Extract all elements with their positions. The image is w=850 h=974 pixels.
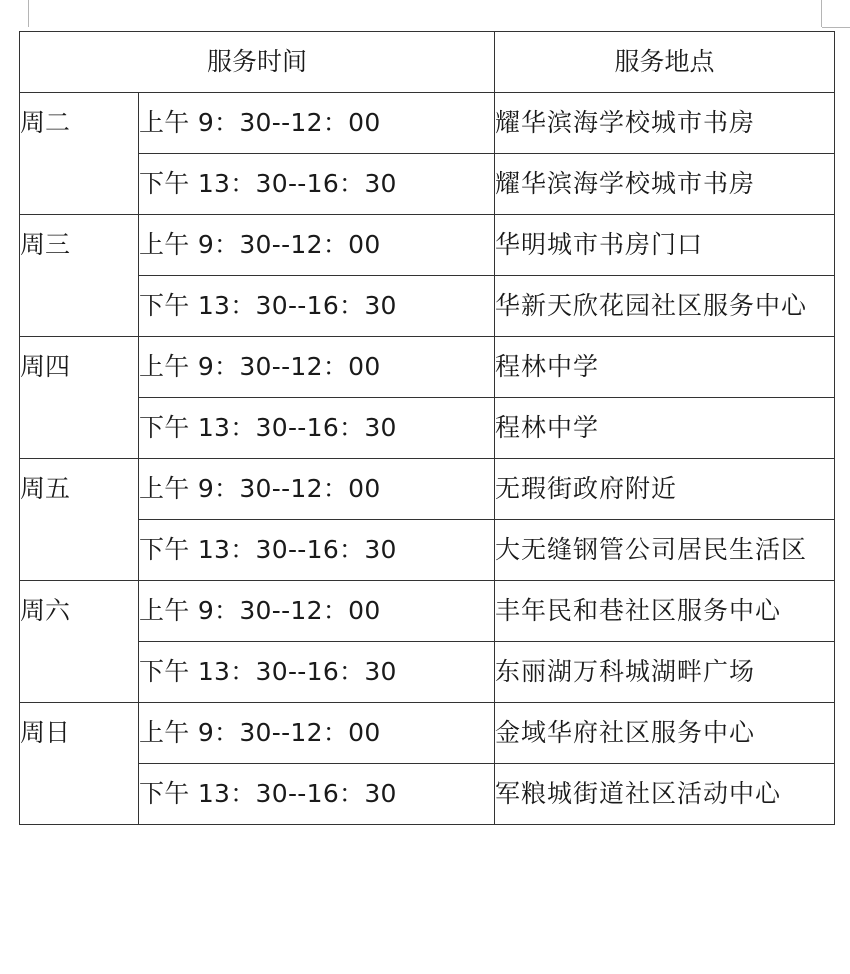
page-corner-mark <box>821 0 822 27</box>
table-row <box>20 93 835 154</box>
header-location: 服务地点 <box>495 32 835 93</box>
location-cell: 东丽湖万科城湖畔广场 <box>495 642 835 703</box>
time-cell: 下午 13：30--16：30 <box>139 642 495 703</box>
location-cell: 大无缝钢管公司居民生活区 <box>495 520 835 581</box>
time-cell: 上午 9：30--12：00 <box>139 703 495 764</box>
table-row <box>20 215 835 276</box>
location-cell: 耀华滨海学校城市书房 <box>495 154 835 215</box>
location-cell: 程林中学 <box>495 398 835 459</box>
page-corner-mark <box>822 27 850 28</box>
day-cell: 周六 <box>20 581 139 703</box>
table-row <box>20 581 835 642</box>
day-cell: 周日 <box>20 703 139 825</box>
time-cell: 下午 13：30--16：30 <box>139 154 495 215</box>
location-cell: 华新天欣花园社区服务中心 <box>495 276 835 337</box>
time-cell: 下午 13：30--16：30 <box>139 520 495 581</box>
time-cell: 下午 13：30--16：30 <box>139 764 495 825</box>
table-row <box>20 276 835 337</box>
table-row <box>20 398 835 459</box>
location-cell: 丰年民和巷社区服务中心 <box>495 581 835 642</box>
location-cell: 无瑕街政府附近 <box>495 459 835 520</box>
location-cell: 军粮城街道社区活动中心 <box>495 764 835 825</box>
day-cell: 周五 <box>20 459 139 581</box>
service-schedule-table <box>19 31 835 825</box>
time-cell: 上午 9：30--12：00 <box>139 215 495 276</box>
header-time: 服务时间 <box>20 32 495 93</box>
time-cell: 上午 9：30--12：00 <box>139 459 495 520</box>
table-row <box>20 337 835 398</box>
time-cell: 上午 9：30--12：00 <box>139 93 495 154</box>
table-row <box>20 154 835 215</box>
location-cell: 程林中学 <box>495 337 835 398</box>
time-cell: 上午 9：30--12：00 <box>139 337 495 398</box>
time-cell: 上午 9：30--12：00 <box>139 581 495 642</box>
day-cell: 周二 <box>20 93 139 215</box>
location-cell: 耀华滨海学校城市书房 <box>495 93 835 154</box>
time-cell: 下午 13：30--16：30 <box>139 276 495 337</box>
day-cell: 周三 <box>20 215 139 337</box>
time-cell: 下午 13：30--16：30 <box>139 398 495 459</box>
table-row <box>20 520 835 581</box>
table-row <box>20 642 835 703</box>
location-cell: 华明城市书房门口 <box>495 215 835 276</box>
header-row <box>20 32 835 93</box>
page-corner-mark <box>28 0 29 27</box>
table-row <box>20 703 835 764</box>
table-row <box>20 459 835 520</box>
table-row <box>20 764 835 825</box>
day-cell: 周四 <box>20 337 139 459</box>
location-cell: 金域华府社区服务中心 <box>495 703 835 764</box>
